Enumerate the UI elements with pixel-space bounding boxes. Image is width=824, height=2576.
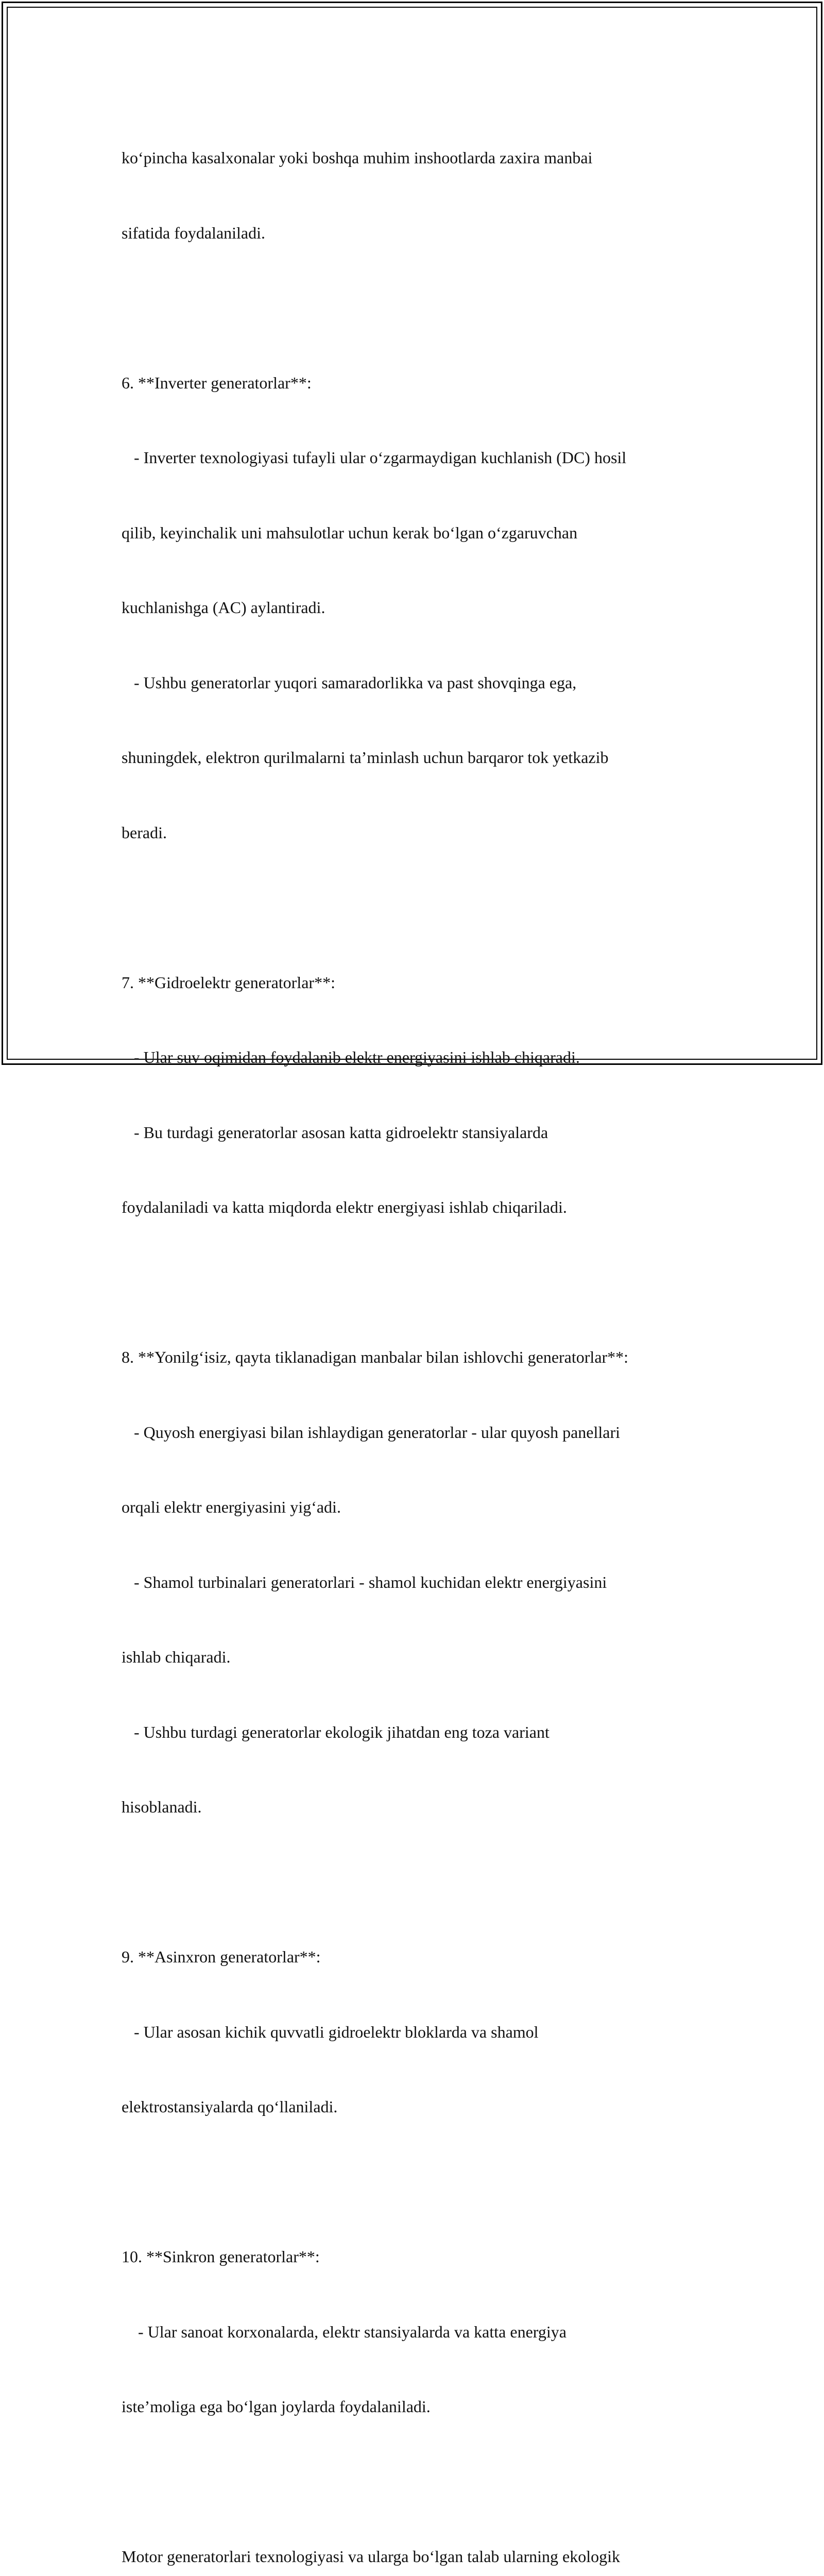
- text-line: foydalaniladi va katta miqdorda elektr energiyasi ishlab chiqariladi.: [122, 1198, 567, 1216]
- text-line: ishlab chiqaradi.: [122, 1648, 231, 1666]
- blank-line: [122, 2170, 740, 2195]
- blank-line: [122, 2469, 740, 2495]
- text-line: beradi.: [122, 823, 167, 842]
- blank-line: [122, 895, 740, 920]
- text-line: qilib, keyinchalik uni mahsulotlar uchun kerak boʻlgan oʻzgaruvchan: [122, 523, 578, 542]
- section-heading: 8. **Yonilgʻisiz, qayta tiklanadigan manbalar bilan ishlovchi generatorlar**:: [122, 1348, 629, 1366]
- text-line: orqali elektr energiyasini yigʻadi.: [122, 1498, 341, 1516]
- section-heading: 9. **Asinxron generatorlar**:: [122, 1947, 321, 1966]
- text-line: hisoblanadi.: [122, 1798, 202, 1816]
- text-line: - Ushbu turdagi generatorlar ekologik jihatdan eng toza variant: [122, 1722, 550, 1741]
- blank-line: [122, 1870, 740, 1895]
- text-line: iste’moliga ega boʻlgan joylarda foydalaniladi.: [122, 2397, 431, 2416]
- text-line: - Ushbu generatorlar yuqori samaradorlikka va past shovqinga ega,: [122, 673, 577, 692]
- text-line: elektrostansiyalarda qoʻllaniladi.: [122, 2097, 338, 2116]
- text-line: Motor generatorlari texnologiyasi va ularga boʻlgan talab ularning ekologik: [122, 2547, 621, 2566]
- text-line: - Inverter texnologiyasi tufayli ular oʻzgarmaydigan kuchlanish (DC) hosil: [122, 448, 627, 467]
- section-heading: 10. **Sinkron generatorlar**:: [122, 2247, 320, 2266]
- text-line: - Shamol turbinalari generatorlari - shamol kuchidan elektr energiyasini: [122, 1572, 607, 1591]
- text-line: sifatida foydalaniladi.: [122, 223, 266, 242]
- text-line: - Ular asosan kichik quvvatli gidroelektr bloklarda va shamol: [122, 2022, 539, 2041]
- section-heading: 6. **Inverter generatorlar**:: [122, 373, 312, 392]
- text-line: koʻpincha kasalxonalar yoki boshqa muhim inshootlarda zaxira manbai: [122, 148, 593, 167]
- text-line: shuningdek, elektron qurilmalarni ta’minlash uchun barqaror tok yetkazib: [122, 748, 609, 767]
- section-heading: 7. **Gidroelektr generatorlar**:: [122, 973, 335, 992]
- text-line: - Bu turdagi generatorlar asosan katta gidroelektr stansiyalarda: [122, 1123, 548, 1142]
- text-line: - Ular suv oqimidan foydalanib elektr energiyasini ishlab chiqaradi.: [122, 1048, 580, 1066]
- blank-line: [122, 1270, 740, 1295]
- text-line: - Ular sanoat korxonalarda, elektr stansiyalarda va katta energiya: [122, 2322, 566, 2341]
- document-body: [122, 95, 740, 2576]
- text-line: kuchlanishga (AC) aylantiradi.: [122, 598, 325, 617]
- text-line: - Quyosh energiyasi bilan ishlaydigan generatorlar - ular quyosh panellari: [122, 1422, 621, 1442]
- blank-line: [122, 295, 740, 320]
